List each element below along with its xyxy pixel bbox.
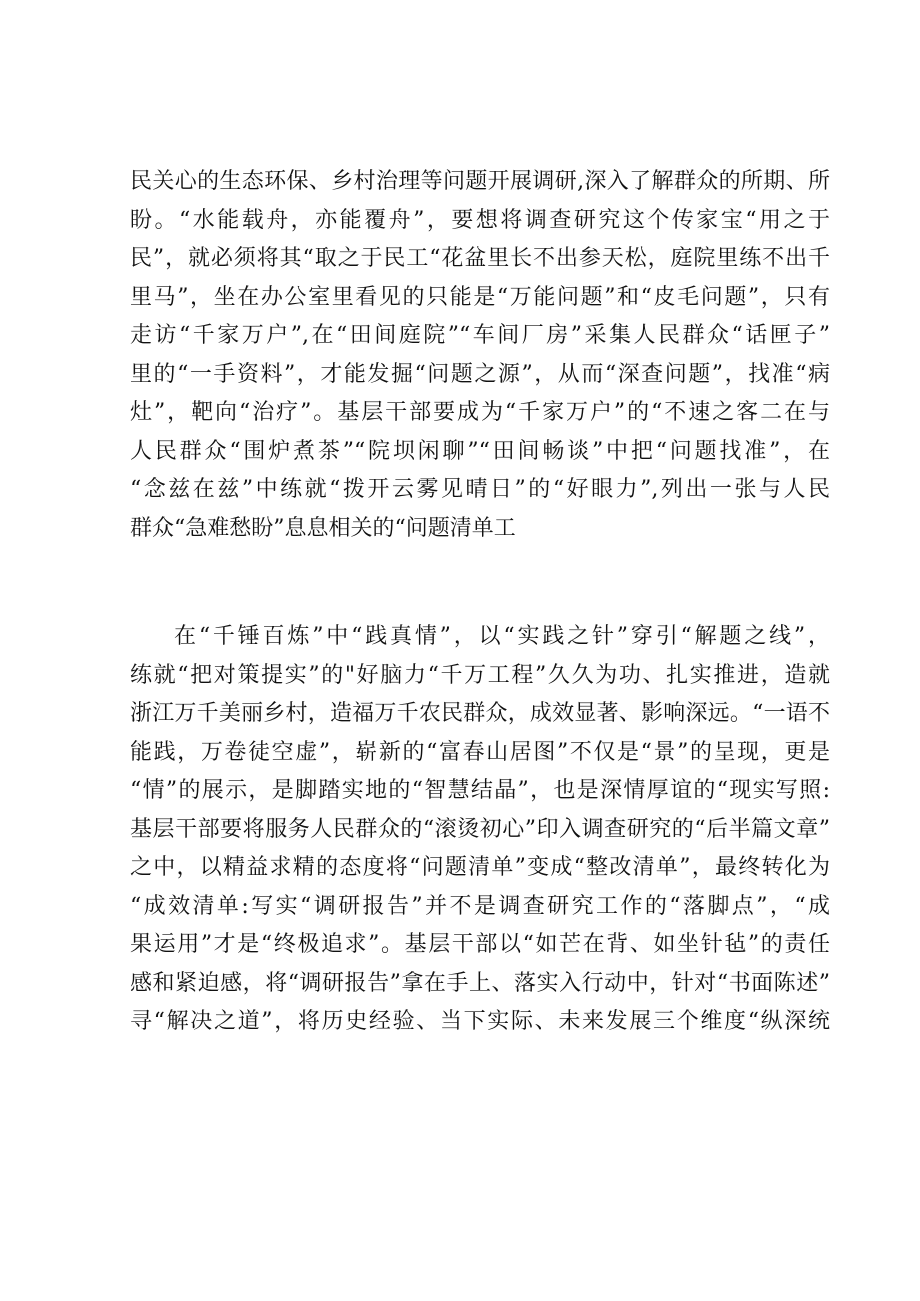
text-line: 里马”，坐在办公室里看见的只能是“万能问题”和“皮毛问题”，只有 — [130, 284, 830, 310]
text-line: 民关心的生态环保、乡村治理等问题开展调研,深入了解群众的所期、所 — [130, 169, 830, 194]
text-line: 练就“把对策提实”的"好脑力“千万工程”久久为功、扎实推进，造就 — [130, 662, 830, 688]
text-line: 灶”，靶向“治疗”。基层干部要成为“千家万户”的“不速之客二在与 — [130, 400, 830, 425]
text-line: 寻“解决之道”，将历史经验、当下实际、未来发展三个维度“纵深统 — [130, 1009, 830, 1034]
paragraph-2 — [130, 618, 830, 1042]
text-line: 走访“千家万户”,在“田间庭院”“车间厂房”采集人民群众“话匣子” — [130, 323, 830, 348]
text-line-first: 在“千锤百炼”中“践真情”，以“实践之针”穿引“解题之线”， — [174, 624, 830, 649]
text-line-last: 群众“急难愁盼”息息相关的“问题清单工 — [130, 515, 516, 541]
text-line: 基层干部要将服务人民群众的“滚烫初心”印入调查研究的“后半篇文章” — [130, 816, 830, 842]
text-line: 能践，万卷徒空虚”，崭新的“富春山居图”不仅是“景”的呈现，更是 — [130, 739, 830, 765]
text-line: 感和紧迫感，将“调研报告”拿在手上、落实入行动中，针对“书面陈述” — [130, 970, 830, 996]
text-line: “成效清单:写实“调研报告”并不是调查研究工作的“落脚点”，“成 — [130, 893, 830, 919]
text-line: 民”，就必须将其“取之于民工“花盆里长不出参天松，庭院里练不出千 — [130, 246, 830, 271]
paragraph-1 — [130, 163, 830, 548]
text-line: “念兹在兹”中练就“拨开云雾见晴日”的“好眼力”,列出一张与人民 — [130, 477, 830, 502]
text-line: “情”的展示，是脚踏实地的“智慧结晶”，也是深情厚谊的“现实写照: — [130, 778, 830, 803]
text-line: 浙江万千美丽乡村，造福万千农民群众，成效显著、影响深远。“一语不 — [130, 701, 830, 726]
text-line: 盼。“水能载舟，亦能覆舟”，要想将调查研究这个传家宝“用之于 — [130, 207, 830, 233]
text-line: 里的“一手资料”，才能发掘“问题之源”，从而“深查问题”，找准“病 — [130, 361, 830, 387]
text-line: 之中，以精益求精的态度将“问题清单”变成“整改清单”，最终转化为 — [130, 855, 830, 880]
text-line: 人民群众“围炉煮茶”“院坝闲聊”“田间畅谈”中把“问题找准”，在 — [130, 438, 830, 464]
text-line: 果运用”才是“终极追求”。基层干部以“如芒在背、如坐针毡”的责任 — [130, 932, 830, 957]
